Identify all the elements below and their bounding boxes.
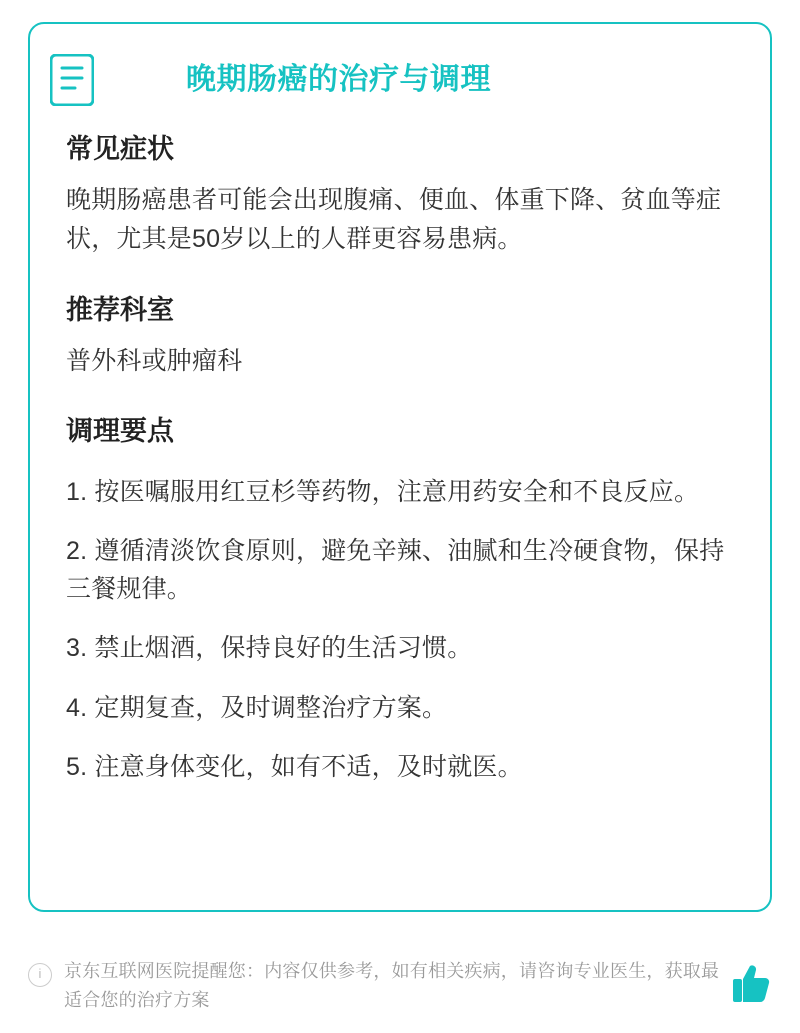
section-body: 晚期肠癌患者可能会出现腹痛、便血、体重下降、贫血等症状，尤其是50岁以上的人群更容易患病。 [66, 186, 722, 253]
section-heading: 推荐科室 [66, 294, 174, 325]
list-item: 2. 遵循清淡饮食原则，避免辛辣、油腻和生冷硬食物，保持三餐规律。 [66, 537, 725, 603]
care-tips-list [66, 474, 734, 787]
disclaimer-text: 京东互联网医院提醒您：内容仅供参考，如有相关疾病，请咨询专业医生，获取最适合您的治疗方案 [64, 961, 720, 1011]
document-medical-icon [50, 54, 94, 106]
section-care-tips [66, 414, 734, 786]
list-item: 1. 按医嘱服用红豆杉等药物，注意用药安全和不良反应。 [66, 477, 700, 506]
page-title: 晚期肠癌的治疗与调理 [186, 63, 491, 96]
list-item: 4. 定期复查，及时调整治疗方案。 [66, 693, 448, 722]
list-item: 3. 禁止烟酒，保持良好的生活习惯。 [66, 634, 473, 663]
section-heading: 调理要点 [66, 416, 174, 447]
info-icon: i [28, 963, 52, 987]
section-body: 普外科或肿瘤科 [66, 346, 243, 375]
section-department [66, 293, 734, 381]
list-item: 5. 注意身体变化，如有不适，及时就医。 [66, 753, 523, 782]
footer-disclaimer [28, 957, 772, 1015]
section-heading: 常见症状 [66, 134, 174, 164]
section-symptoms [66, 132, 734, 259]
thumbs-up-icon[interactable] [732, 961, 772, 1005]
article-card [28, 22, 772, 912]
